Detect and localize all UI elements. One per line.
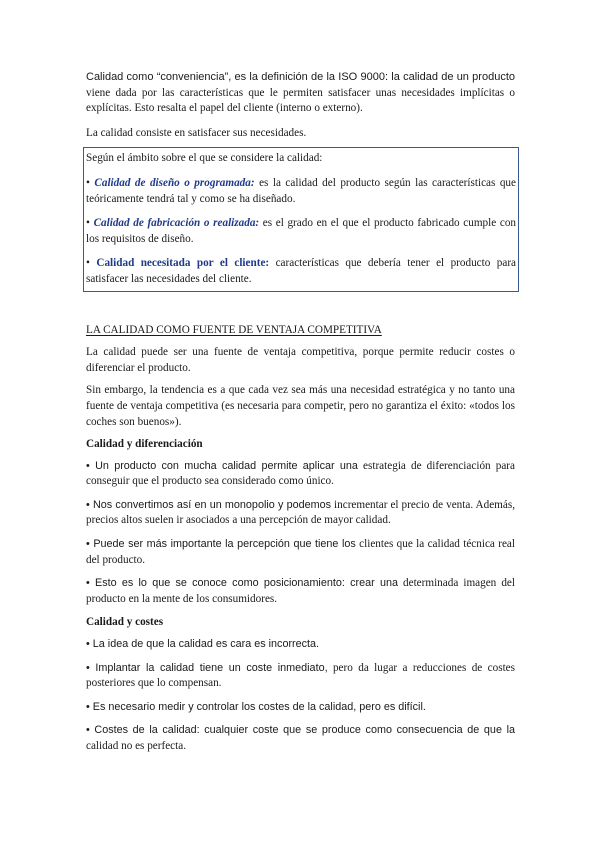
list-item [86, 661, 515, 692]
list-item-lead: • Esto es lo que se conoce como posicionamiento: crear una [86, 577, 398, 590]
list-item [86, 459, 515, 490]
list-item-lead: • Un producto con mucha calidad permite aplicar una [86, 459, 358, 472]
list-item [86, 723, 515, 754]
list-item-lead: • Puede ser más importante la percepción que tiene los [86, 538, 356, 551]
list-item-rest: incrementar el precio de venta. Además, precios altos suelen ir asociados a una percepción de mayor calidad. [86, 498, 515, 527]
intro-rest: viene dada por las características que le permiten satisfacer unas necesidades implícitas o explícitas. Esto resalta el papel del cliente (interno o externo). [86, 86, 515, 115]
list-item-rest: pero da lugar a reducciones de costes posteriores que lo compensan. [86, 661, 515, 690]
box-text-customer: características que debería tener el producto para satisfacer las necesidades del cliente. [86, 257, 517, 285]
box-text-manufacturing: es el grado en el que el producto fabricado cumple con los requisitos de diseño. [86, 217, 517, 245]
list-item [86, 537, 515, 568]
list-item-rest: estrategia de diferenciación para conseguir que el producto sea considerado como único. [86, 459, 515, 488]
box-term-customer: Calidad necesitada por el cliente: [96, 257, 270, 270]
box-item-design [86, 176, 516, 207]
list-item-rest: calidad no es perfecta. [86, 740, 187, 752]
list-item [86, 700, 515, 716]
quality-scope-box [83, 147, 519, 291]
subheading-costes: Calidad y costes [86, 616, 164, 629]
satisfy-paragraph: La calidad consiste en satisfacer sus necesidades. [86, 126, 307, 139]
document-page [86, 70, 515, 763]
box-term-design: Calidad de diseño o programada: [94, 176, 255, 189]
list-item-lead: • Es necesario medir y controlar los costes de la calidad, pero es difícil. [86, 700, 426, 713]
intro-paragraph [86, 70, 515, 117]
box-text-design: es la calidad del producto según las características que teóricamente tendrá tal y como se ha diseñado. [86, 176, 516, 205]
section-paragraph-1: La calidad puede ser una fuente de ventaja competitiva, porque permite reducir costes o diferenciar el producto. [86, 346, 515, 374]
bullet-glyph: • [86, 176, 90, 189]
box-heading: Según el ámbito sobre el que se considere la calidad: [86, 152, 323, 165]
section-title: LA CALIDAD COMO FUENTE DE VENTAJA COMPETITIVA [86, 323, 382, 336]
bullet-glyph: • [86, 257, 90, 270]
list-item-lead: • La idea de que la calidad es cara es incorrecta. [86, 638, 320, 651]
list-item [86, 498, 515, 529]
box-item-customer [86, 256, 516, 287]
list-item-lead: • Costes de la calidad: cualquier coste que se produce como consecuencia de que la [86, 724, 515, 737]
list-item [86, 637, 515, 653]
box-term-manufacturing: Calidad de fabricación o realizada: [93, 217, 260, 230]
box-item-manufacturing [86, 216, 516, 247]
section-paragraph-2: Sin embargo, la tendencia es a que cada vez sea más una necesidad estratégica y no tanto una fuente de ventaja competitiva (es necesaria para competir, pero no garantiza el éxito: «todos los coches son buenos»). [86, 384, 515, 428]
list-item [86, 576, 515, 607]
list-item-lead: • Implantar la calidad tiene un coste inmediato, [86, 661, 328, 674]
list-item-rest: determinada imagen del producto en la mente de los consumidores. [86, 577, 515, 605]
bullet-glyph: • [86, 217, 90, 230]
intro-lead: Calidad como “conveniencia”, es la definición de la ISO 9000: la calidad de un producto [86, 71, 515, 83]
list-item-rest: clientes que la calidad técnica real del producto. [86, 538, 515, 566]
subheading-diferenciacion: Calidad y diferenciación [86, 438, 203, 451]
list-item-lead: • Nos convertimos así en un monopolio y podemos [86, 498, 332, 511]
